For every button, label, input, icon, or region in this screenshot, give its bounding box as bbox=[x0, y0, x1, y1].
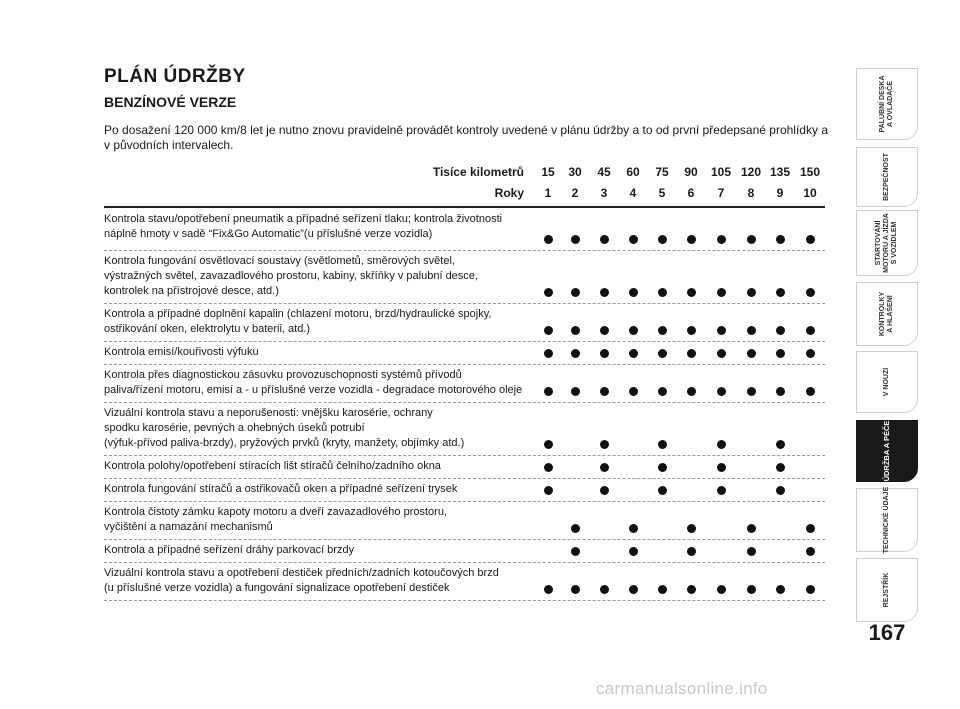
header-km-10: 150 bbox=[799, 165, 821, 179]
nav-tab-label: REJSTŘÍK bbox=[883, 572, 890, 608]
interval-mark bbox=[747, 326, 756, 335]
interval-mark bbox=[747, 524, 756, 533]
interval-mark bbox=[747, 547, 756, 556]
interval-mark bbox=[687, 326, 696, 335]
interval-mark bbox=[600, 463, 609, 472]
row-description: Kontrola přes diagnostickou zásuvku provozuschopnosti systémů přívodů paliva/řízení motoru, emisí a - u příslušné verze vozidla - degradace motorového oleje bbox=[104, 369, 523, 396]
interval-mark bbox=[687, 524, 696, 533]
interval-mark bbox=[717, 387, 726, 396]
interval-mark bbox=[629, 326, 638, 335]
nav-tab-label: PALUBNÍ DESKA A OVLADAČE bbox=[879, 75, 894, 133]
table-row bbox=[104, 502, 825, 540]
interval-mark bbox=[658, 486, 667, 495]
interval-mark bbox=[717, 486, 726, 495]
interval-mark bbox=[687, 547, 696, 556]
interval-mark bbox=[571, 585, 580, 594]
nav-tab-3[interactable] bbox=[856, 210, 918, 276]
table-row bbox=[104, 479, 825, 502]
nav-tab-label: ÚDRŽBA A PÉČE bbox=[882, 420, 891, 482]
interval-mark bbox=[717, 585, 726, 594]
watermark: carmanualsonline.info bbox=[596, 679, 768, 698]
interval-mark bbox=[717, 463, 726, 472]
interval-mark bbox=[571, 387, 580, 396]
interval-mark bbox=[600, 486, 609, 495]
interval-mark bbox=[600, 288, 609, 297]
interval-mark bbox=[687, 585, 696, 594]
interval-mark bbox=[571, 326, 580, 335]
header-year-10: 10 bbox=[803, 186, 817, 200]
table-row bbox=[104, 563, 825, 601]
header-km-1: 15 bbox=[541, 165, 555, 179]
nav-tab-2[interactable] bbox=[856, 147, 918, 207]
header-year-7: 7 bbox=[717, 186, 725, 200]
interval-mark bbox=[658, 288, 667, 297]
table-row bbox=[104, 342, 825, 365]
row-description: Kontrola fungování osvětlovací soustavy (světlometů, směrových světel, výstražných světel, zavazadlového prostoru, kabiny, skříňky v palubní desce, kontrolek na přístrojové desce, atd.) bbox=[104, 255, 478, 297]
row-description: Kontrola polohy/opotřebení stíracích lišt stíračů čelního/zadního okna bbox=[104, 460, 441, 472]
page-title: PLÁN ÚDRŽBY bbox=[104, 66, 246, 87]
table-row bbox=[104, 456, 825, 479]
interval-mark bbox=[629, 524, 638, 533]
table-row bbox=[104, 540, 825, 563]
nav-tab-7[interactable] bbox=[856, 488, 918, 552]
interval-mark bbox=[629, 349, 638, 358]
interval-mark bbox=[658, 440, 667, 449]
interval-mark bbox=[776, 326, 785, 335]
interval-mark bbox=[687, 349, 696, 358]
interval-mark bbox=[600, 235, 609, 244]
header-year-4: 4 bbox=[629, 186, 637, 200]
interval-mark bbox=[658, 349, 667, 358]
interval-mark bbox=[544, 585, 553, 594]
header-year-8: 8 bbox=[747, 186, 755, 200]
nav-tab-6[interactable] bbox=[856, 420, 918, 482]
interval-mark bbox=[806, 235, 815, 244]
nav-tab-4[interactable] bbox=[856, 282, 918, 346]
interval-mark bbox=[687, 288, 696, 297]
interval-mark bbox=[717, 235, 726, 244]
header-km-7: 105 bbox=[710, 165, 732, 179]
row-description: Vizuální kontrola stavu a neporušenosti: vnějšku karosérie, ochrany spodku karosérie, pevných a ohebných úseků potrubí (výfuk-přívod paliva-brzdy), pryžových prvků (kryty, manžety, objímky atd.) bbox=[104, 407, 465, 449]
table-row bbox=[104, 304, 825, 342]
interval-mark bbox=[776, 440, 785, 449]
interval-mark bbox=[658, 585, 667, 594]
interval-mark bbox=[658, 387, 667, 396]
interval-mark bbox=[629, 288, 638, 297]
nav-tab-label: BEZPEČNOST bbox=[883, 153, 890, 201]
interval-mark bbox=[806, 288, 815, 297]
interval-mark bbox=[544, 326, 553, 335]
interval-mark bbox=[747, 235, 756, 244]
interval-mark bbox=[544, 235, 553, 244]
nav-tab-label: STARTOVÁNÍ MOTORU A JÍZDA S VOZIDLEM bbox=[875, 213, 898, 273]
header-km-2: 30 bbox=[568, 165, 582, 179]
interval-mark bbox=[687, 235, 696, 244]
nav-tab-1[interactable] bbox=[856, 68, 918, 140]
header-km-8: 120 bbox=[740, 165, 762, 179]
interval-mark bbox=[806, 547, 815, 556]
row-description: Kontrola emisí/kouřivosti výfuku bbox=[104, 346, 259, 358]
intro-paragraph: Po dosažení 120 000 km/8 let je nutno znovu pravidelně provádět kontroly uvedené v plánu údržby a to od první předepsané prohlídky a v původních intervalech. bbox=[104, 123, 828, 152]
header-year-3: 3 bbox=[600, 186, 608, 200]
interval-mark bbox=[806, 326, 815, 335]
interval-mark bbox=[717, 288, 726, 297]
interval-mark bbox=[658, 463, 667, 472]
interval-mark bbox=[544, 288, 553, 297]
interval-mark bbox=[717, 349, 726, 358]
interval-mark bbox=[629, 387, 638, 396]
header-year-5: 5 bbox=[658, 186, 666, 200]
interval-mark bbox=[747, 288, 756, 297]
header-kilometers-label: Tisíce kilometrů bbox=[432, 165, 524, 179]
row-description: Kontrola stavu/opotřebení pneumatik a případné seřízení tlaku; kontrola životnosti náplně hmoty v sadě “Fix&Go Automatic”(u příslušné verze vozidla) bbox=[104, 213, 503, 240]
interval-mark bbox=[658, 235, 667, 244]
interval-mark bbox=[600, 326, 609, 335]
maintenance-table bbox=[104, 209, 825, 601]
interval-mark bbox=[658, 326, 667, 335]
table-row bbox=[104, 365, 825, 403]
header-year-6: 6 bbox=[687, 186, 695, 200]
header-year-2: 2 bbox=[571, 186, 579, 200]
interval-mark bbox=[629, 547, 638, 556]
header-km-6: 90 bbox=[684, 165, 698, 179]
header-year-1: 1 bbox=[544, 186, 552, 200]
nav-tab-label: TECHNICKÉ ÚDAJE bbox=[883, 486, 890, 554]
interval-mark bbox=[806, 585, 815, 594]
table-row bbox=[104, 403, 825, 456]
page-number: 167 bbox=[868, 620, 906, 645]
interval-mark bbox=[776, 235, 785, 244]
interval-mark bbox=[629, 235, 638, 244]
interval-mark bbox=[776, 349, 785, 358]
interval-mark bbox=[687, 387, 696, 396]
interval-mark bbox=[806, 524, 815, 533]
section-subtitle: BENZÍNOVÉ VERZE bbox=[104, 94, 237, 110]
interval-mark bbox=[747, 387, 756, 396]
nav-tab-label: V NOUZI bbox=[883, 367, 890, 397]
header-km-5: 75 bbox=[655, 165, 669, 179]
interval-mark bbox=[806, 387, 815, 396]
interval-mark bbox=[571, 547, 580, 556]
interval-mark bbox=[544, 387, 553, 396]
interval-mark bbox=[629, 585, 638, 594]
row-description: Vizuální kontrola stavu a opotřebení destiček předních/zadních kotoučových brzd (u příslušné verze vozidla) a fungování signalizace opotřebení destiček bbox=[104, 567, 499, 594]
header-km-9: 135 bbox=[769, 165, 791, 179]
table-row bbox=[104, 251, 825, 304]
header-divider bbox=[104, 206, 825, 208]
interval-mark bbox=[747, 349, 756, 358]
interval-mark bbox=[776, 486, 785, 495]
nav-tab-8[interactable] bbox=[856, 558, 918, 622]
interval-mark bbox=[600, 585, 609, 594]
interval-mark bbox=[776, 288, 785, 297]
row-description: Kontrola čistoty zámku kapoty motoru a dveří zavazadlového prostoru, vyčištění a namazání mechanismů bbox=[104, 506, 448, 533]
interval-mark bbox=[571, 288, 580, 297]
header-years-row bbox=[104, 186, 828, 202]
interval-mark bbox=[717, 440, 726, 449]
interval-mark bbox=[776, 585, 785, 594]
interval-mark bbox=[600, 387, 609, 396]
interval-mark bbox=[776, 463, 785, 472]
interval-mark bbox=[571, 235, 580, 244]
interval-mark bbox=[600, 440, 609, 449]
interval-mark bbox=[717, 326, 726, 335]
interval-mark bbox=[571, 524, 580, 533]
header-km-4: 60 bbox=[626, 165, 640, 179]
interval-mark bbox=[776, 387, 785, 396]
interval-mark bbox=[600, 349, 609, 358]
interval-mark bbox=[544, 349, 553, 358]
interval-mark bbox=[571, 349, 580, 358]
nav-tab-5[interactable] bbox=[856, 351, 918, 413]
header-km-3: 45 bbox=[597, 165, 611, 179]
interval-mark bbox=[747, 585, 756, 594]
header-years-label: Roky bbox=[494, 186, 524, 200]
row-description: Kontrola a případné doplnění kapalin (chlazení motoru, brzd/hydraulické spojky, ostřikování oken, elektrolytu v baterii, atd.) bbox=[104, 308, 492, 335]
interval-mark bbox=[544, 463, 553, 472]
row-description: Kontrola a případné seřízení dráhy parkovací brzdy bbox=[104, 544, 355, 556]
table-row bbox=[104, 209, 825, 251]
interval-mark bbox=[544, 486, 553, 495]
interval-mark bbox=[806, 349, 815, 358]
header-kilometers-row bbox=[104, 165, 828, 181]
header-year-9: 9 bbox=[776, 186, 784, 200]
row-description: Kontrola fungování stíračů a ostřikovačů oken a případné seřízení trysek bbox=[104, 483, 458, 495]
nav-tab-label: KONTROLKY A HLÁŠENÍ bbox=[879, 291, 894, 337]
interval-mark bbox=[544, 440, 553, 449]
